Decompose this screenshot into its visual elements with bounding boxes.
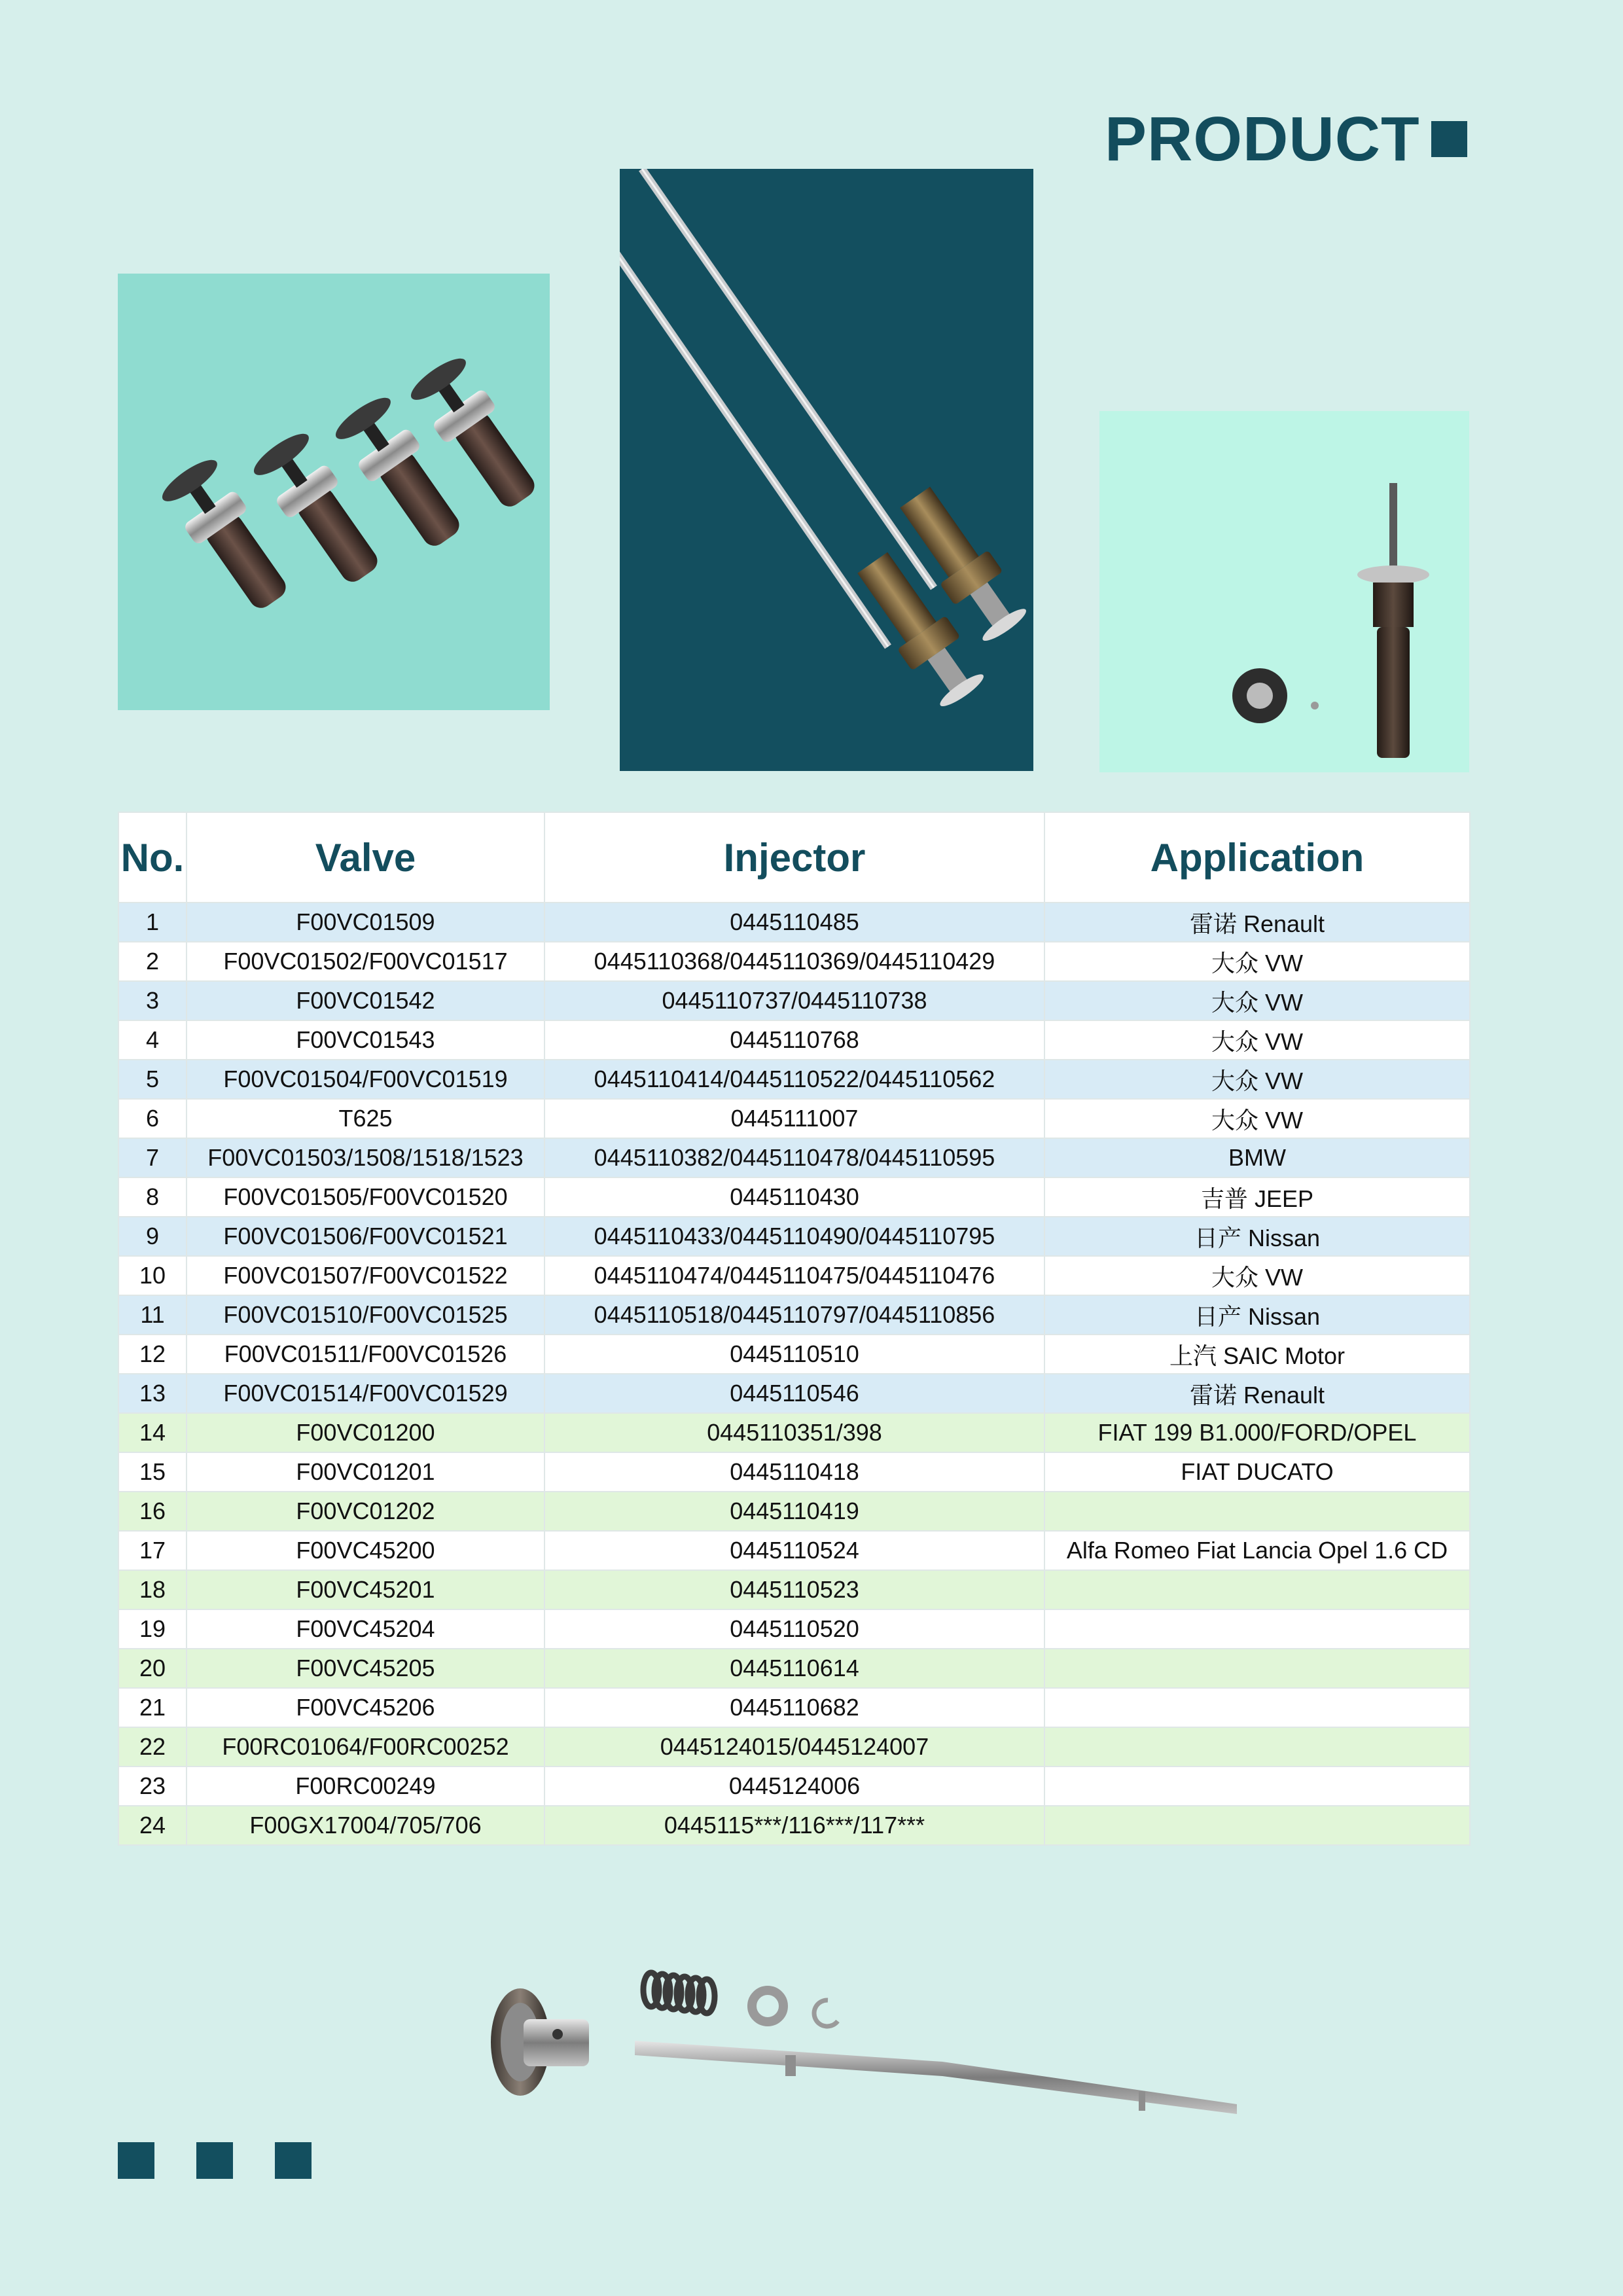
cell-injector: 0445110414/0445110522/0445110562 bbox=[544, 1060, 1044, 1099]
cell-injector: 0445111007 bbox=[544, 1099, 1044, 1138]
cell-valve: F00VC45204 bbox=[187, 1609, 544, 1649]
cell-no: 6 bbox=[118, 1099, 187, 1138]
cell-application: 日产 Nissan bbox=[1044, 1295, 1470, 1335]
cell-application: 大众 VW bbox=[1044, 981, 1470, 1020]
cell-injector: 0445110382/0445110478/0445110595 bbox=[544, 1138, 1044, 1177]
header-valve: Valve bbox=[187, 812, 544, 903]
valve-set-photo bbox=[118, 274, 550, 710]
cell-no: 15 bbox=[118, 1452, 187, 1492]
cell-injector: 0445115***/116***/117*** bbox=[544, 1806, 1044, 1845]
cell-valve: F00GX17004/705/706 bbox=[187, 1806, 544, 1845]
cell-application: 日产 Nissan bbox=[1044, 1217, 1470, 1256]
cell-valve: F00VC01504/F00VC01519 bbox=[187, 1060, 544, 1099]
table-row bbox=[118, 1767, 1470, 1806]
cell-application: 雷诺 Renault bbox=[1044, 1374, 1470, 1413]
cell-application bbox=[1044, 1727, 1470, 1767]
cell-application bbox=[1044, 1806, 1470, 1845]
cell-valve: F00VC01201 bbox=[187, 1452, 544, 1492]
table-row bbox=[118, 1256, 1470, 1295]
cell-valve: F00VC45206 bbox=[187, 1688, 544, 1727]
cell-application bbox=[1044, 1767, 1470, 1806]
cell-valve: F00VC01511/F00VC01526 bbox=[187, 1335, 544, 1374]
cell-valve: F00VC01202 bbox=[187, 1492, 544, 1531]
cell-application bbox=[1044, 1649, 1470, 1688]
table-row bbox=[118, 1060, 1470, 1099]
cell-application: 大众 VW bbox=[1044, 1020, 1470, 1060]
cell-valve: F00VC45201 bbox=[187, 1570, 544, 1609]
cell-application: 吉普 JEEP bbox=[1044, 1177, 1470, 1217]
cell-no: 22 bbox=[118, 1727, 187, 1767]
cell-injector: 0445110614 bbox=[544, 1649, 1044, 1688]
cell-valve: F00VC01510/F00VC01525 bbox=[187, 1295, 544, 1335]
table-row bbox=[118, 1177, 1470, 1217]
cell-no: 3 bbox=[118, 981, 187, 1020]
table-row bbox=[118, 1727, 1470, 1767]
cell-application: 雷诺 Renault bbox=[1044, 903, 1470, 942]
cell-no: 16 bbox=[118, 1492, 187, 1531]
cell-no: 1 bbox=[118, 903, 187, 942]
table-row bbox=[118, 1335, 1470, 1374]
header-no: No. bbox=[118, 812, 187, 903]
cell-injector: 0445110510 bbox=[544, 1335, 1044, 1374]
cell-injector: 0445110523 bbox=[544, 1570, 1044, 1609]
cell-application: 大众 VW bbox=[1044, 1099, 1470, 1138]
cell-valve: F00VC01505/F00VC01520 bbox=[187, 1177, 544, 1217]
cell-no: 18 bbox=[118, 1570, 187, 1609]
cell-injector: 0445110351/398 bbox=[544, 1413, 1044, 1452]
cell-no: 10 bbox=[118, 1256, 187, 1295]
cell-no: 20 bbox=[118, 1649, 187, 1688]
cell-no: 8 bbox=[118, 1177, 187, 1217]
table-row bbox=[118, 1806, 1470, 1845]
cell-injector: 0445110430 bbox=[544, 1177, 1044, 1217]
cell-valve: F00VC45205 bbox=[187, 1649, 544, 1688]
table-row bbox=[118, 1374, 1470, 1413]
cell-no: 23 bbox=[118, 1767, 187, 1806]
cell-no: 5 bbox=[118, 1060, 187, 1099]
decorative-square bbox=[196, 2142, 233, 2179]
table-row bbox=[118, 1413, 1470, 1452]
decorative-square bbox=[118, 2142, 154, 2179]
table-row bbox=[118, 1570, 1470, 1609]
cell-no: 24 bbox=[118, 1806, 187, 1845]
cell-no: 4 bbox=[118, 1020, 187, 1060]
cell-valve: F00VC01503/1508/1518/1523 bbox=[187, 1138, 544, 1177]
table-row bbox=[118, 1609, 1470, 1649]
cell-application: BMW bbox=[1044, 1138, 1470, 1177]
cell-no: 17 bbox=[118, 1531, 187, 1570]
cell-injector: 0445110546 bbox=[544, 1374, 1044, 1413]
cell-injector: 0445124006 bbox=[544, 1767, 1044, 1806]
table-row bbox=[118, 1492, 1470, 1531]
cell-valve: F00VC01543 bbox=[187, 1020, 544, 1060]
cell-valve: T625 bbox=[187, 1099, 544, 1138]
cell-no: 19 bbox=[118, 1609, 187, 1649]
cell-no: 13 bbox=[118, 1374, 187, 1413]
cell-injector: 0445110368/0445110369/0445110429 bbox=[544, 942, 1044, 981]
cell-injector: 0445110518/0445110797/0445110856 bbox=[544, 1295, 1044, 1335]
table-row bbox=[118, 1649, 1470, 1688]
table-row bbox=[118, 903, 1470, 942]
cell-valve: F00RC00249 bbox=[187, 1767, 544, 1806]
cell-injector: 0445110485 bbox=[544, 903, 1044, 942]
table-row bbox=[118, 981, 1470, 1020]
cell-injector: 0445110524 bbox=[544, 1531, 1044, 1570]
cell-application bbox=[1044, 1492, 1470, 1531]
cell-valve: F00VC01502/F00VC01517 bbox=[187, 942, 544, 981]
table-row bbox=[118, 1217, 1470, 1256]
cell-application: 大众 VW bbox=[1044, 942, 1470, 981]
t625-valve-photo bbox=[1099, 411, 1469, 772]
decorative-square bbox=[275, 2142, 312, 2179]
cell-injector: 0445110418 bbox=[544, 1452, 1044, 1492]
cell-injector: 0445110520 bbox=[544, 1609, 1044, 1649]
cell-valve: F00VC01506/F00VC01521 bbox=[187, 1217, 544, 1256]
cell-application bbox=[1044, 1609, 1470, 1649]
cell-valve: F00VC01514/F00VC01529 bbox=[187, 1374, 544, 1413]
cell-injector: 0445110737/0445110738 bbox=[544, 981, 1044, 1020]
header-application: Application bbox=[1044, 812, 1470, 903]
cell-application: 大众 VW bbox=[1044, 1060, 1470, 1099]
cell-no: 12 bbox=[118, 1335, 187, 1374]
table-row bbox=[118, 1452, 1470, 1492]
cell-valve: F00VC01200 bbox=[187, 1413, 544, 1452]
valve-rod-photo bbox=[620, 169, 1033, 771]
cell-valve: F00RC01064/F00RC00252 bbox=[187, 1727, 544, 1767]
cell-valve: F00VC45200 bbox=[187, 1531, 544, 1570]
header-injector: Injector bbox=[544, 812, 1044, 903]
cell-application: 上汽 SAIC Motor bbox=[1044, 1335, 1470, 1374]
cell-injector: 0445110768 bbox=[544, 1020, 1044, 1060]
cell-no: 7 bbox=[118, 1138, 187, 1177]
cell-application bbox=[1044, 1688, 1470, 1727]
cell-injector: 0445124015/0445124007 bbox=[544, 1727, 1044, 1767]
cell-injector: 0445110682 bbox=[544, 1688, 1044, 1727]
cell-application: Alfa Romeo Fiat Lancia Opel 1.6 CD bbox=[1044, 1531, 1470, 1570]
table-row bbox=[118, 1099, 1470, 1138]
cell-application: FIAT DUCATO bbox=[1044, 1452, 1470, 1492]
cell-injector: 0445110433/0445110490/0445110795 bbox=[544, 1217, 1044, 1256]
cell-valve: F00VC01509 bbox=[187, 903, 544, 942]
valve-parts-photo bbox=[484, 1957, 1243, 2134]
table-row bbox=[118, 1531, 1470, 1570]
table-row bbox=[118, 1138, 1470, 1177]
page-title: PRODUCT bbox=[1105, 104, 1420, 174]
cell-no: 9 bbox=[118, 1217, 187, 1256]
table-row bbox=[118, 1688, 1470, 1727]
table-header-row bbox=[118, 812, 1470, 903]
title-square-decoration bbox=[1431, 121, 1467, 157]
table-row bbox=[118, 1020, 1470, 1060]
cell-no: 21 bbox=[118, 1688, 187, 1727]
cell-injector: 0445110419 bbox=[544, 1492, 1044, 1531]
table-row bbox=[118, 942, 1470, 981]
valve-spec-table bbox=[118, 812, 1471, 1846]
cell-valve: F00VC01507/F00VC01522 bbox=[187, 1256, 544, 1295]
cell-valve: F00VC01542 bbox=[187, 981, 544, 1020]
cell-no: 11 bbox=[118, 1295, 187, 1335]
cell-application bbox=[1044, 1570, 1470, 1609]
cell-application: FIAT 199 B1.000/FORD/OPEL bbox=[1044, 1413, 1470, 1452]
cell-no: 2 bbox=[118, 942, 187, 981]
cell-injector: 0445110474/0445110475/0445110476 bbox=[544, 1256, 1044, 1295]
cell-no: 14 bbox=[118, 1413, 187, 1452]
table-row bbox=[118, 1295, 1470, 1335]
cell-application: 大众 VW bbox=[1044, 1256, 1470, 1295]
